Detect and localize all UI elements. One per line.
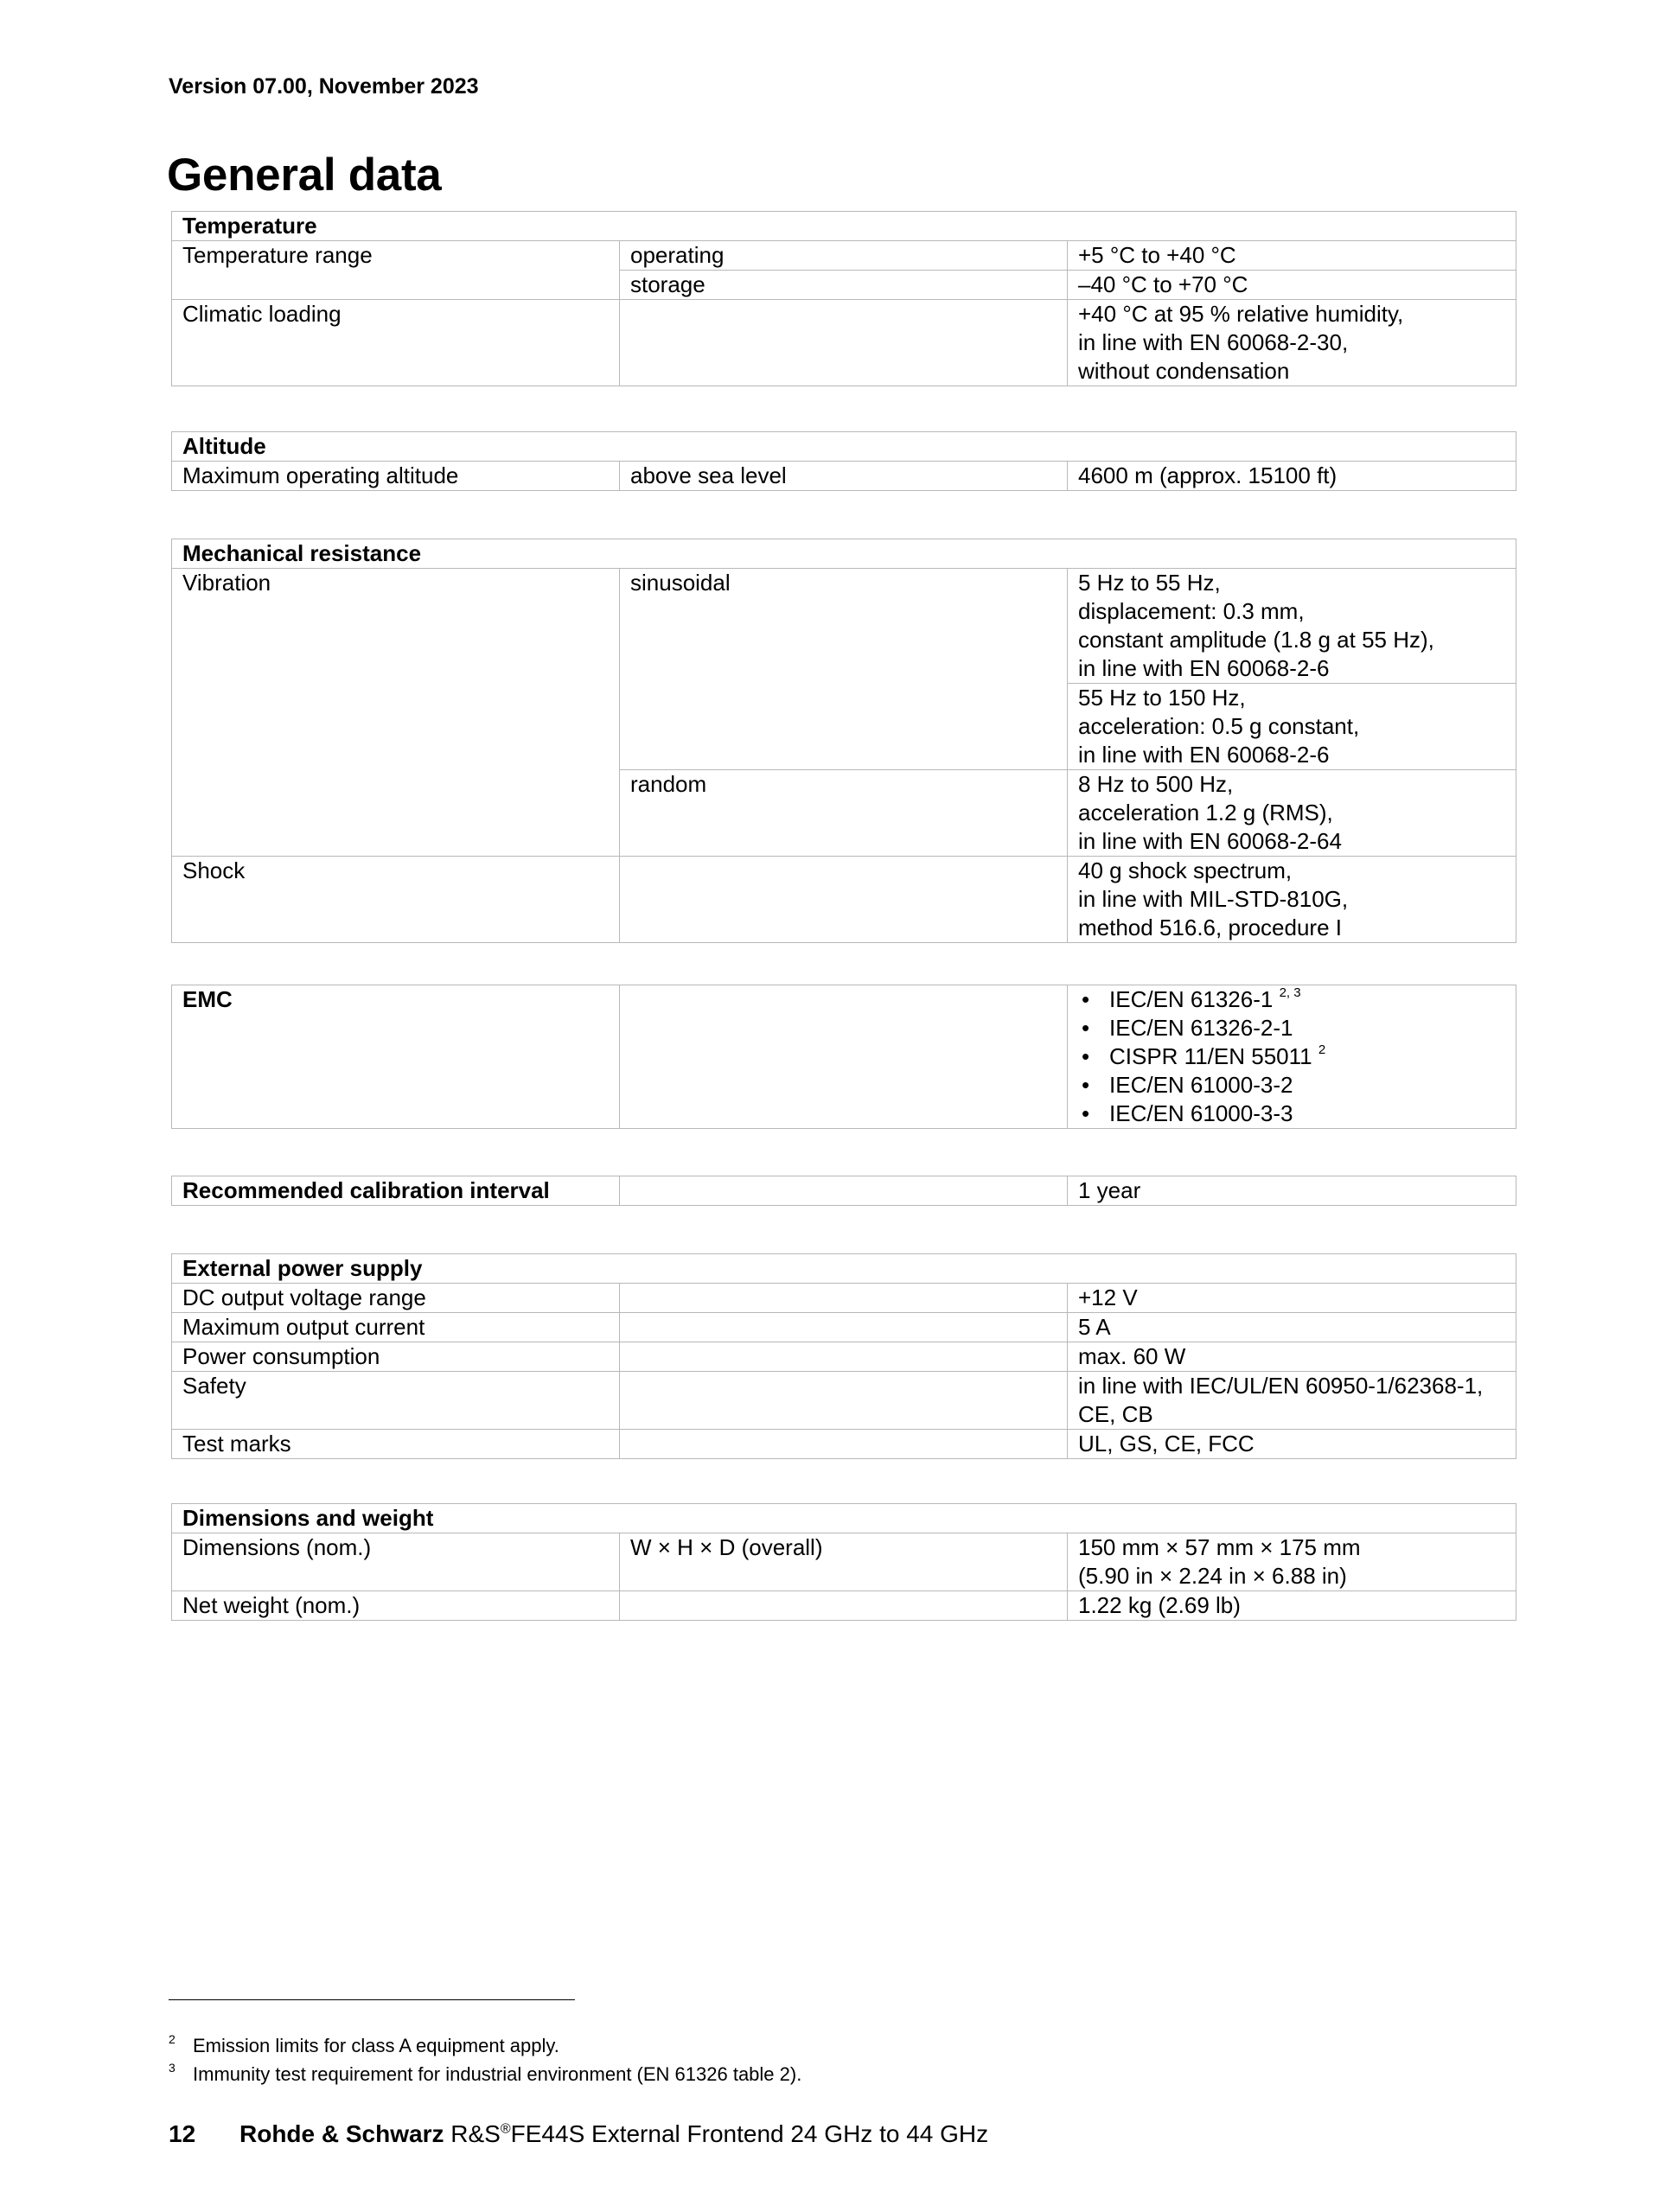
value-line: in line with MIL-STD-810G, [1078, 886, 1349, 912]
spec-condition [620, 985, 1068, 1129]
standard-name: CISPR 11/EN 55011 [1109, 1043, 1312, 1069]
table-row [172, 1504, 1516, 1533]
registered-mark: ® [500, 2121, 511, 2137]
table-row [172, 1342, 1516, 1372]
spec-condition [620, 1284, 1068, 1313]
spec-condition: W × H × D (overall) [620, 1533, 1068, 1591]
spec-label: DC output voltage range [172, 1284, 620, 1313]
product-name: FE44S External Frontend 24 GHz to 44 GHz [510, 2120, 989, 2147]
spec-label: Test marks [172, 1430, 620, 1459]
value-line: method 516.6, procedure I [1078, 915, 1342, 940]
spec-condition [620, 1591, 1068, 1621]
emc-standards-list [1078, 985, 1507, 1128]
spec-label: Vibration [172, 569, 620, 857]
value-line: in line with EN 60068-2-30, [1078, 329, 1349, 355]
standard-name: IEC/EN 61000-3-2 [1109, 1072, 1293, 1098]
table-row [172, 1284, 1516, 1313]
page-title: General data [167, 150, 442, 201]
spec-condition: sinusoidal [620, 569, 1068, 770]
value-line: in line with IEC/UL/EN 60950-1/62368-1, [1078, 1373, 1484, 1399]
value-line: 5 Hz to 55 Hz, [1078, 570, 1221, 596]
value-line: 150 mm × 57 mm × 175 mm [1078, 1534, 1361, 1560]
spec-value: 1 year [1068, 1176, 1516, 1206]
section-heading: Temperature [172, 212, 1516, 241]
spec-condition: operating [620, 241, 1068, 271]
list-item [1078, 1042, 1507, 1071]
spec-label: Dimensions (nom.) [172, 1533, 620, 1591]
spec-label: Temperature range [172, 241, 620, 300]
temperature-table [171, 211, 1516, 386]
product-prefix: R&S [450, 2120, 501, 2147]
value-line: acceleration 1.2 g (RMS), [1078, 800, 1333, 826]
footnote [169, 2032, 559, 2057]
table-row [172, 1254, 1516, 1284]
spec-value: max. 60 W [1068, 1342, 1516, 1372]
value-line: CE, CB [1078, 1401, 1153, 1427]
page-number: 12 [169, 2120, 196, 2147]
section-heading: Mechanical resistance [172, 539, 1516, 569]
value-line: displacement: 0.3 mm, [1078, 598, 1305, 624]
list-item [1078, 1071, 1507, 1100]
footnote-number: 3 [169, 2061, 176, 2075]
calibration-table [171, 1176, 1516, 1206]
footnote-text: Immunity test requirement for industrial environment (EN 61326 table 2). [193, 2063, 802, 2085]
table-row [172, 539, 1516, 569]
page-footer [169, 2120, 988, 2148]
spec-condition: random [620, 770, 1068, 857]
table-row [172, 300, 1516, 386]
value-line: constant amplitude (1.8 g at 55 Hz), [1078, 627, 1434, 653]
standard-name: IEC/EN 61000-3-3 [1109, 1100, 1293, 1126]
spec-label: Climatic loading [172, 300, 620, 386]
table-row [172, 1430, 1516, 1459]
standard-name: IEC/EN 61326-2-1 [1109, 1015, 1293, 1041]
value-line: in line with EN 60068-2-6 [1078, 742, 1330, 768]
spec-value [1068, 985, 1516, 1129]
table-row [172, 1533, 1516, 1591]
spec-condition: storage [620, 271, 1068, 300]
spec-label: Maximum operating altitude [172, 462, 620, 491]
document-version: Version 07.00, November 2023 [169, 74, 479, 99]
list-item [1078, 1014, 1507, 1042]
value-line: 8 Hz to 500 Hz, [1078, 771, 1234, 797]
table-row [172, 1176, 1516, 1206]
spec-condition [620, 1176, 1068, 1206]
table-row [172, 212, 1516, 241]
section-heading: External power supply [172, 1254, 1516, 1284]
spec-condition [620, 1342, 1068, 1372]
footnote [169, 2063, 801, 2086]
spec-condition [620, 1372, 1068, 1430]
spec-label: Power consumption [172, 1342, 620, 1372]
table-row [172, 241, 1516, 271]
value-line: in line with EN 60068-2-64 [1078, 828, 1342, 854]
standard-name: IEC/EN 61326-1 [1109, 986, 1274, 1012]
footnote-ref: 2 [1318, 1042, 1326, 1058]
spec-value: +12 V [1068, 1284, 1516, 1313]
spec-condition [620, 300, 1068, 386]
spec-value: 1.22 kg (2.69 lb) [1068, 1591, 1516, 1621]
spec-condition [620, 1430, 1068, 1459]
section-heading: Recommended calibration interval [172, 1176, 620, 1206]
spec-value [1068, 1372, 1516, 1430]
spec-label: Safety [172, 1372, 620, 1430]
altitude-table [171, 431, 1516, 491]
spec-value: 5 A [1068, 1313, 1516, 1342]
footnote-separator [169, 1999, 575, 2000]
spec-value: –40 °C to +70 °C [1068, 271, 1516, 300]
spec-condition [620, 857, 1068, 943]
section-heading: EMC [172, 985, 620, 1129]
footnote-text: Emission limits for class A equipment apply. [193, 2035, 559, 2056]
table-row [172, 1372, 1516, 1430]
mechanical-table [171, 539, 1516, 943]
value-line: without condensation [1078, 358, 1290, 384]
spec-label: Shock [172, 857, 620, 943]
spec-value: UL, GS, CE, FCC [1068, 1430, 1516, 1459]
spec-value: 4600 m (approx. 15100 ft) [1068, 462, 1516, 491]
dimensions-table [171, 1503, 1516, 1621]
table-row [172, 1591, 1516, 1621]
section-heading: Altitude [172, 432, 1516, 462]
table-row [172, 1313, 1516, 1342]
emc-table [171, 985, 1516, 1129]
spec-value: +5 °C to +40 °C [1068, 241, 1516, 271]
spec-label: Net weight (nom.) [172, 1591, 620, 1621]
spec-value [1068, 569, 1516, 684]
value-line: +40 °C at 95 % relative humidity, [1078, 301, 1404, 327]
brand-name: Rohde & Schwarz [239, 2120, 444, 2147]
value-line: 40 g shock spectrum, [1078, 857, 1293, 883]
table-row [172, 432, 1516, 462]
list-item [1078, 1100, 1507, 1128]
spec-value [1068, 857, 1516, 943]
power-supply-table [171, 1253, 1516, 1459]
spec-value [1068, 770, 1516, 857]
table-row [172, 857, 1516, 943]
spec-value [1068, 1533, 1516, 1591]
list-item [1078, 985, 1507, 1014]
value-line: in line with EN 60068-2-6 [1078, 655, 1330, 681]
spec-condition [620, 1313, 1068, 1342]
spec-value [1068, 300, 1516, 386]
footnote-number: 2 [169, 2032, 176, 2046]
section-heading: Dimensions and weight [172, 1504, 1516, 1533]
table-row [172, 462, 1516, 491]
value-line: acceleration: 0.5 g constant, [1078, 713, 1360, 739]
spec-label: Maximum output current [172, 1313, 620, 1342]
footnote-ref: 2, 3 [1279, 985, 1301, 1001]
table-row [172, 569, 1516, 684]
spec-value [1068, 684, 1516, 770]
value-line: 55 Hz to 150 Hz, [1078, 685, 1246, 711]
spec-condition: above sea level [620, 462, 1068, 491]
value-line: (5.90 in × 2.24 in × 6.88 in) [1078, 1563, 1347, 1589]
table-row [172, 985, 1516, 1129]
